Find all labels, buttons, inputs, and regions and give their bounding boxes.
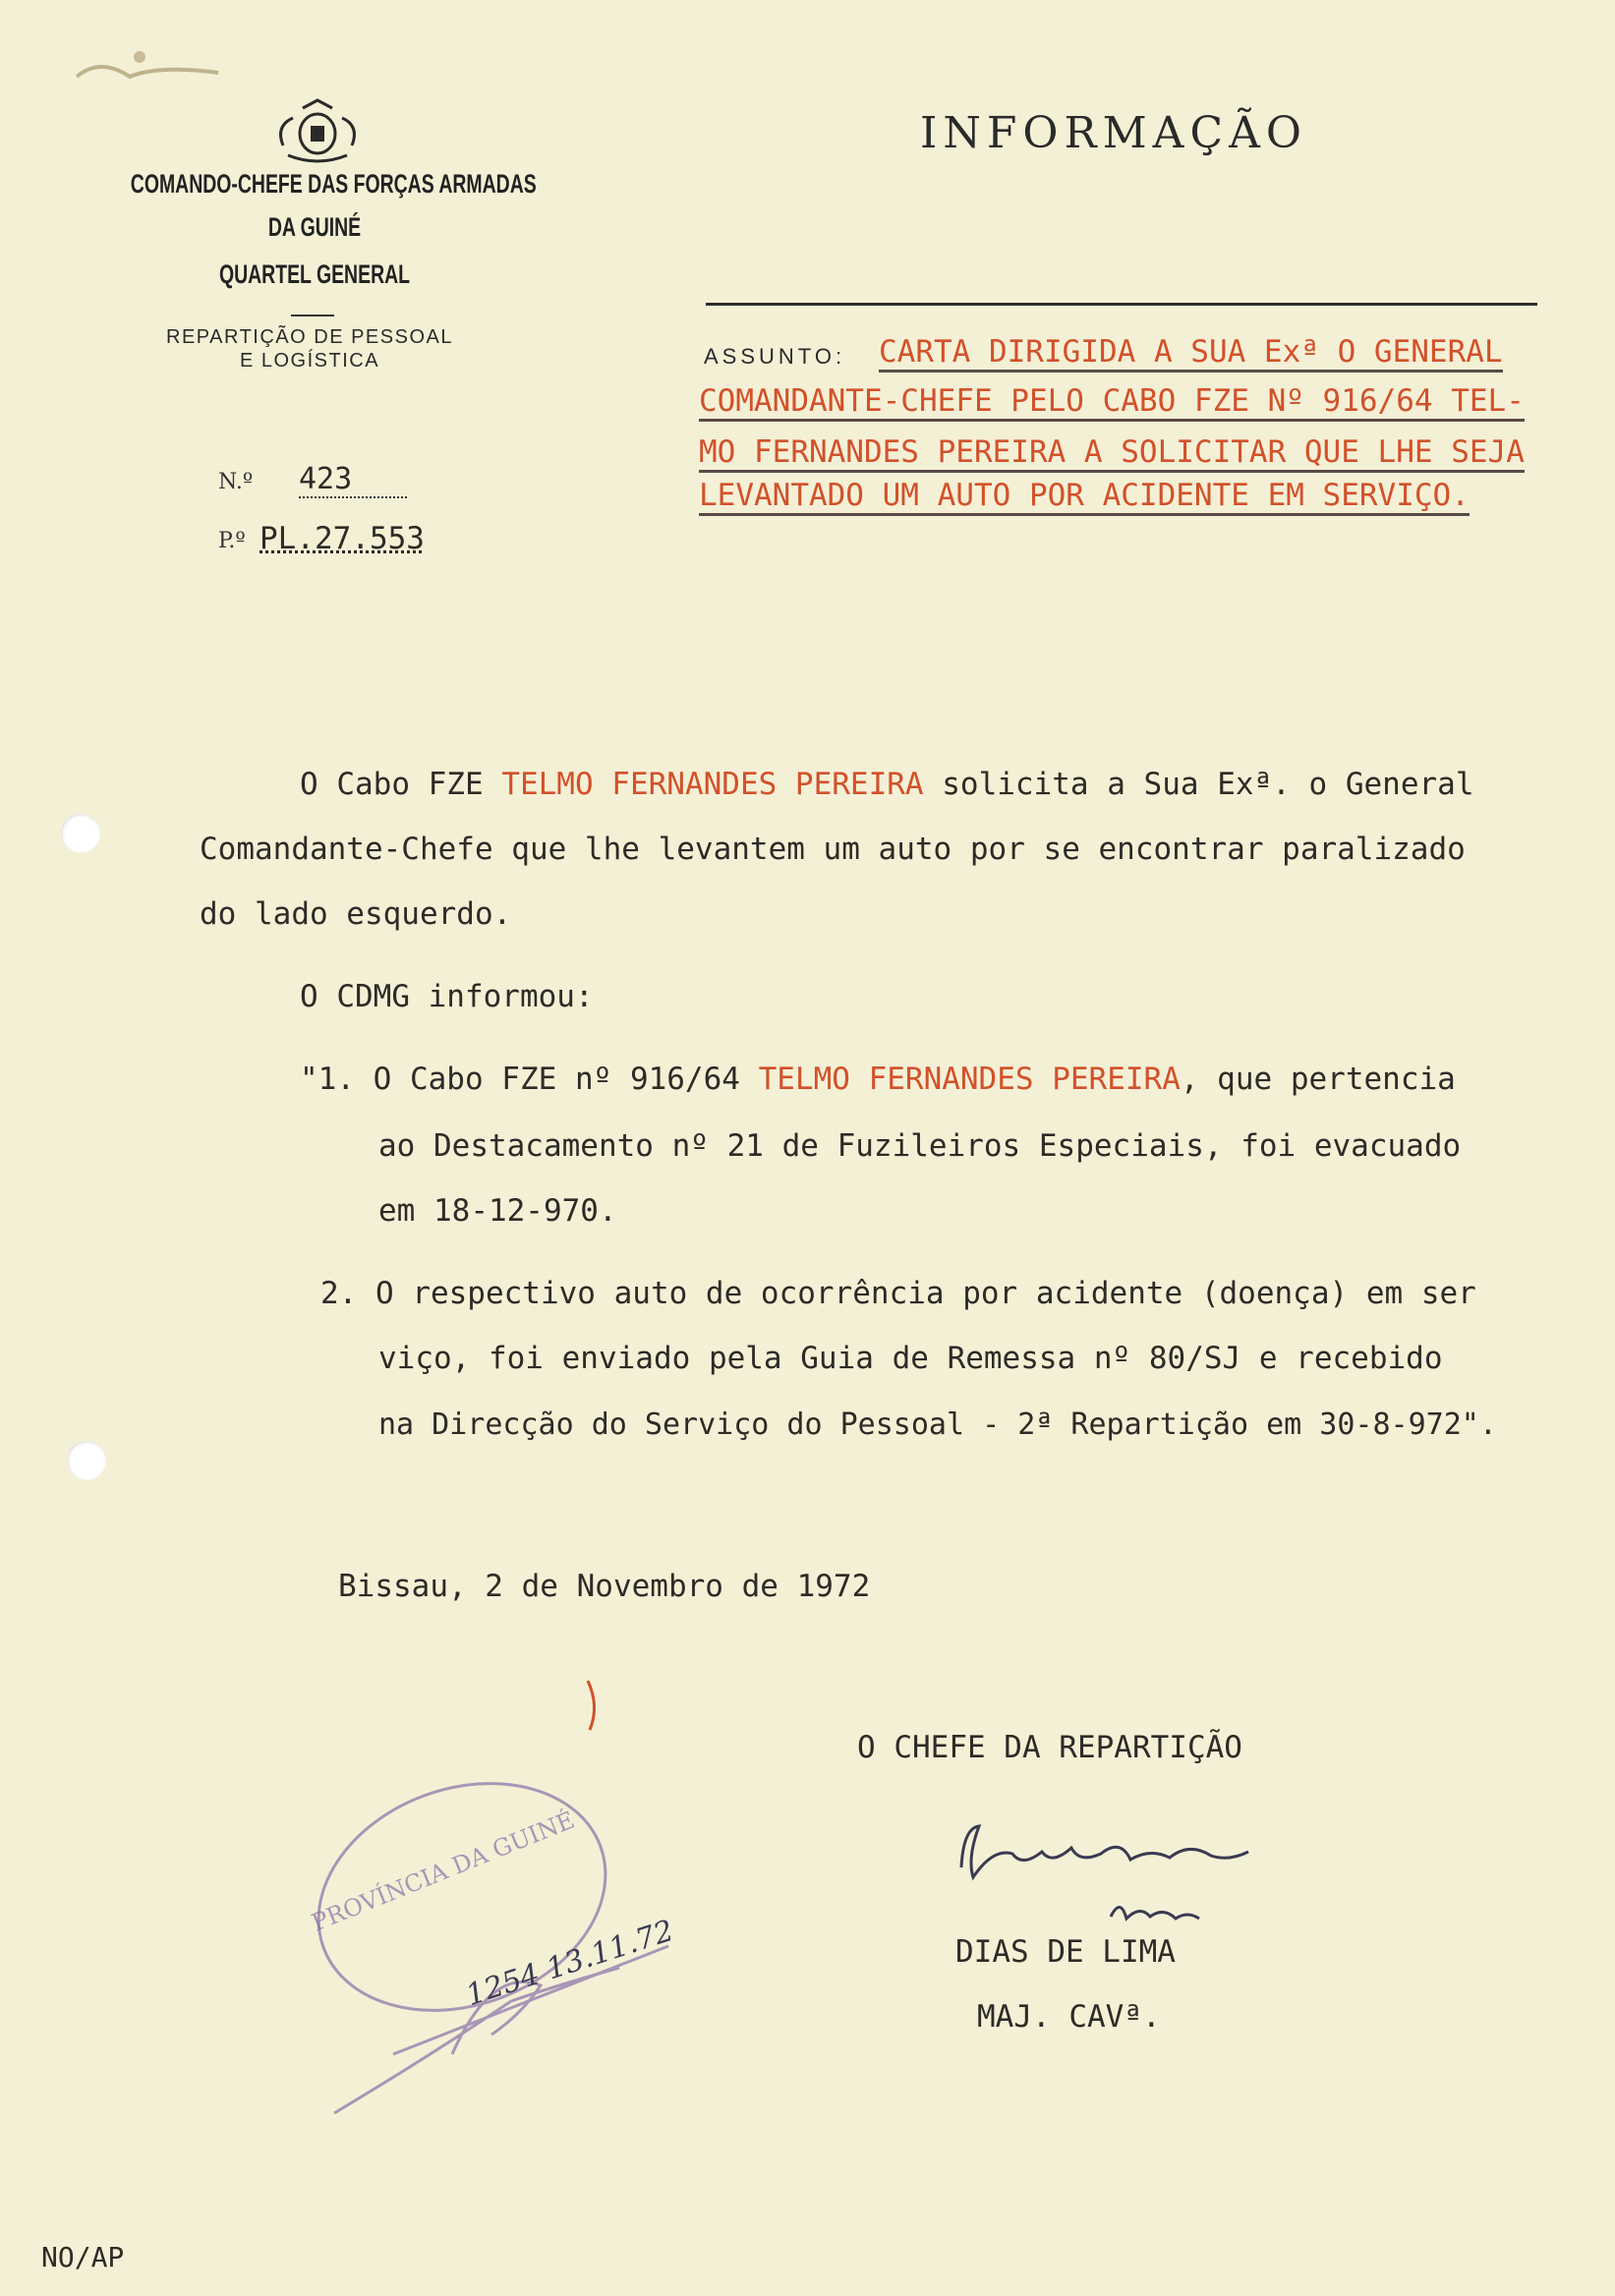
org-name-line3: QUARTEL GENERAL (218, 259, 411, 289)
item-2-line-2: viço, foi enviado pela Guia de Remessa nº 80/SJ e recebido (378, 1341, 1443, 1376)
title-rule (706, 303, 1537, 306)
signatory-rank: MAJ. CAVª. (977, 1999, 1161, 2035)
process-label: P.º (218, 529, 246, 553)
org-name-line2: DA GUINÉ (267, 212, 362, 242)
handwritten-signature (953, 1808, 1298, 1940)
item-2-line-3: na Direcção do Serviço do Pessoal - 2ª Repartição em 30-8-972". (378, 1407, 1497, 1442)
body-paragraph-1-line-2: Comandante-Chefe que lhe levantem um auto por se encontrar paralizado (200, 832, 1466, 867)
body-paragraph-1-line-3: do lado esquerdo. (200, 896, 512, 932)
signature-heading: O CHEFE DA REPARTIÇÃO (857, 1730, 1242, 1765)
process-value: PL.27.553 (260, 521, 425, 556)
punch-hole-top (61, 814, 100, 853)
coat-of-arms-icon (263, 96, 372, 165)
signatory-name: DIAS DE LIMA (955, 1934, 1176, 1970)
stamp-handwritten: 1254 13.11.72 (461, 1913, 678, 2014)
subject-line-2: COMANDANTE-CHEFE PELO CABO FZE Nº 916/64 TEL- (699, 383, 1525, 422)
department-line2: E LOGÍSTICA (239, 350, 380, 372)
item-2-line-1: 2. O respectivo auto de ocorrência por acidente (doença) em ser (320, 1276, 1476, 1311)
body-text: O Cabo FZE (300, 767, 502, 802)
body-text: solicita a Sua Exª. o General (923, 767, 1474, 802)
footer-reference: NO/AP (41, 2241, 125, 2273)
provincial-stamp (295, 1759, 708, 2133)
number-label: N.º (218, 470, 254, 494)
date-line: Bissau, 2 de Novembro de 1972 (338, 1569, 871, 1604)
body-paragraph-1-line-1 (300, 767, 1474, 802)
subject-line-4: LEVANTADO UM AUTO POR ACIDENTE EM SERVIÇO. (699, 478, 1470, 516)
body-text: , que pertencia (1180, 1062, 1456, 1097)
subject-line-1: CARTA DIRIGIDA A SUA Exª O GENERAL (879, 334, 1503, 373)
item-1-line-3: em 18-12-970. (378, 1193, 617, 1229)
subject-label: ASSUNTO: (704, 344, 846, 369)
org-name-line1: COMANDO-CHEFE DAS FORÇAS ARMADAS (130, 169, 537, 199)
stamp-text: PROVÍNCIA DA GUINÉ (308, 1806, 579, 1937)
header-divider (291, 315, 334, 316)
item-1-line-2: ao Destacamento nº 21 de Fuzileiros Especiais, foi evacuado (378, 1128, 1462, 1164)
department-line1: REPARTIÇÃO DE PESSOAL (166, 326, 453, 348)
person-name: TELMO FERNANDES PEREIRA (758, 1062, 1181, 1097)
document-title: INFORMAÇÃO (920, 108, 1307, 158)
body-text: "1. O Cabo FZE nº 916/64 (300, 1062, 759, 1097)
punch-hole-bottom (67, 1441, 106, 1480)
number-value: 423 (299, 462, 407, 498)
subject-line-3: MO FERNANDES PEREIRA A SOLICITAR QUE LHE SEJA (699, 434, 1525, 473)
body-paragraph-2: O CDMG informou: (300, 979, 594, 1014)
item-1-line-1 (300, 1062, 1456, 1097)
red-check-mark (582, 1677, 611, 1740)
person-name: TELMO FERNANDES PEREIRA (501, 767, 924, 802)
ink-stain (71, 47, 228, 106)
